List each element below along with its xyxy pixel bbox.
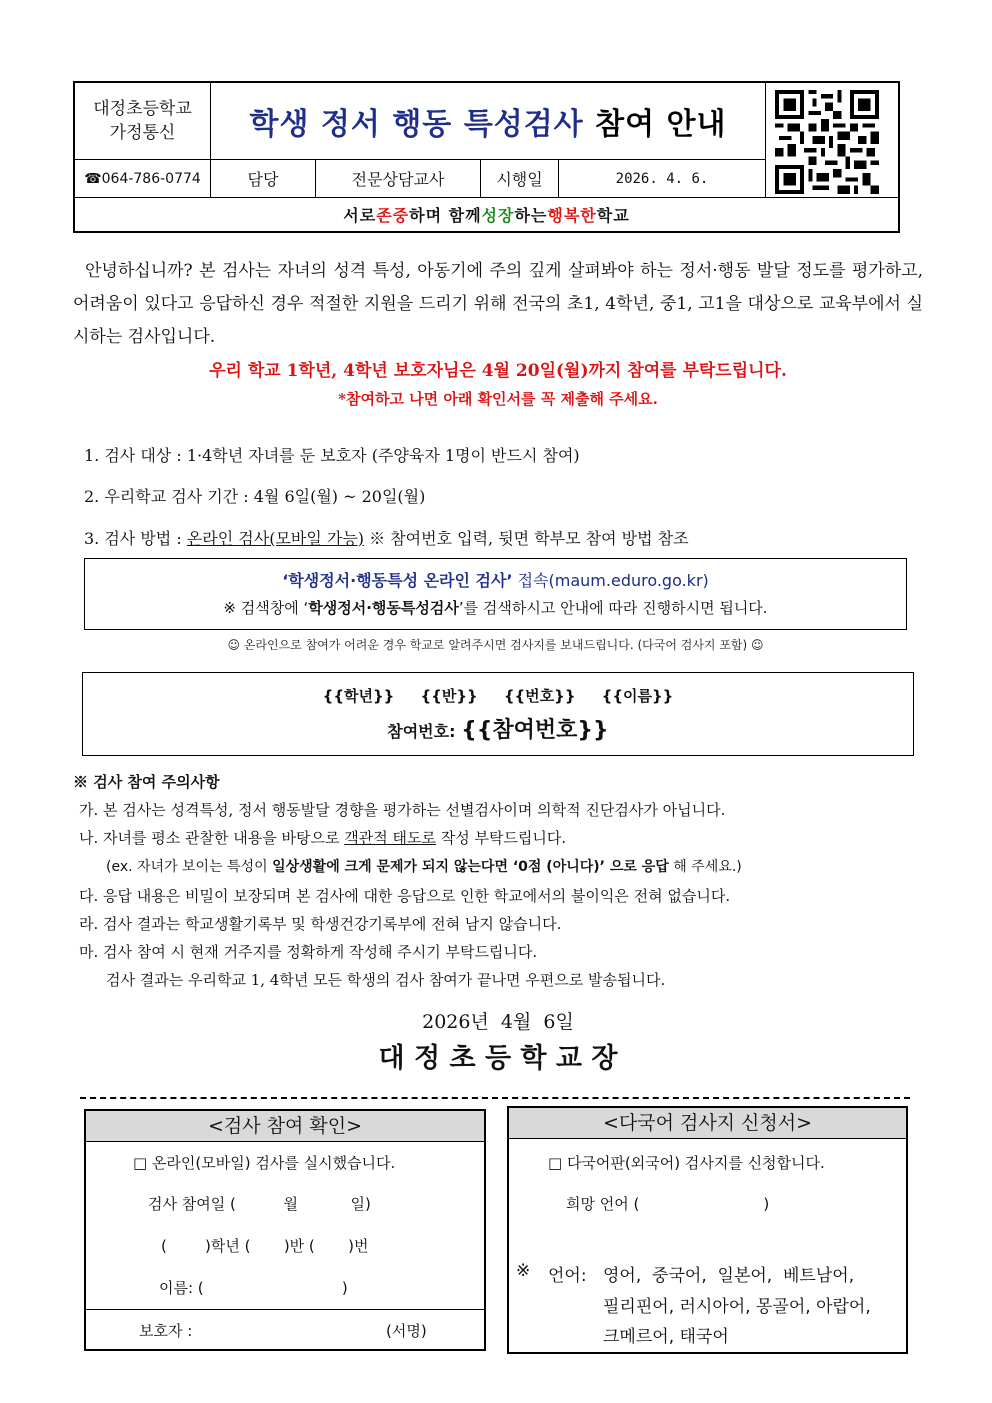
motto-part: 서로 [343,206,377,225]
participation-notice: 우리 학교 1학년, 4학년 보호자님은 4월 20일(월)까지 참여를 부탁드립니다. [209,361,787,381]
online-access-line [85,568,906,591]
participant-info [83,685,913,706]
page-title [211,83,765,159]
participant-code-line [83,713,913,744]
contact-value: 전문상담교사 [351,170,445,189]
confirm-date-field[interactable]: 검사 참여일 ( 월 일) [148,1195,371,1213]
online-test-name: ‘학생정서·행동특성 온라인 검사’ [282,571,513,590]
note-d: 라. 검사 결과는 학교생활기록부 및 학생건강기록부에 전혀 남지 않습니다. [79,915,562,933]
date-value: 2026. 4. 6. [615,170,709,187]
note-example [106,856,742,876]
online-test-url[interactable]: 접속(maum.eduro.go.kr) [512,571,709,590]
date-label: 시행일 [496,170,543,189]
search-instruction-pre: ※ 검색창에 ‘ [223,599,309,617]
language-form-title: <다국어 검사지 신청서> [509,1108,906,1139]
confirm-form-title: <검사 참여 확인> [86,1111,484,1142]
online-access-box [84,558,907,630]
qr-code-icon[interactable] [775,90,879,194]
participant-code: {{참여번호}} [461,718,609,743]
motto-respect: 존중 [376,206,410,225]
note-b-post: 작성 부탁드립니다. [435,829,567,847]
participant-code-label: 참여번호: [387,722,462,741]
title-main: 학생 정서 행동 특성검사 [249,107,584,142]
motto-part: 학교 [596,206,630,225]
note-b-objective: 객관적 태도로 [344,829,436,847]
guardian-label: 보호자 : [139,1322,193,1340]
language-list-1: 영어, 중국어, 일본어, 베트남어, [603,1266,855,1286]
contact-label: 담당 [247,170,279,189]
participant-grade: {{학년}} [322,687,395,705]
participant-code-box [82,672,914,756]
item-period: 2. 우리학교 검사 기간 : 4월 6일(월) ~ 20일(월) [84,487,426,506]
item-method-label: 3. 검사 방법 : [84,529,187,548]
note-example-pre: (ex. 자녀가 보이는 특성이 [106,859,273,875]
motto-happy: 행복한 [547,206,597,225]
motto-part: 하는 [514,206,548,225]
language-note-mark: ※ [516,1261,531,1281]
participant-name: {{이름}} [601,687,674,705]
item-method-note: ※ 참여번호 입력, 뒷면 학부모 참여 방법 참조 [364,529,689,548]
language-list-3: 크메르어, 태국어 [603,1327,729,1347]
search-keyword: 학생정서·행동특성검사 [308,599,459,617]
title-tail: 참여 안내 [595,107,727,142]
school-line2: 가정통신 [109,123,176,143]
intro-paragraph [73,255,923,354]
intro-text: 안녕하십니까? 본 검사는 자녀의 성격 특성, 아동기에 주의 깊게 살펴봐야 하는 정서·행동 발달 정도를 평가하고, 어려움이 있다고 응답하신 경우 적절한 지원을 드리기 위해 전국의 초1, 4학년, 중1, 고1을 대상으로 교육부에서 실시하는 검사입니다. [73,261,923,347]
guardian-sign-field[interactable]: (서명) [386,1322,427,1340]
language-list-2: 필리핀어, 러시아어, 몽골어, 아랍어, [603,1297,871,1317]
item-method-online: 온라인 검사(모바일 가능) [186,529,365,548]
search-instruction-post: ’를 검색하시고 안내에 따라 진행하시면 됩니다. [458,599,768,617]
note-b-pre: 나. 자녀를 평소 관찰한 내용을 바탕으로 [79,829,345,847]
issue-date: 2026년 4월 6일 [422,1011,574,1033]
cut-line [80,1097,910,1099]
note-example-bold: 일상생활에 크게 문제가 되지 않는다면 ‘0점 (아니다)’ 으로 응답 [272,859,669,875]
school-motto [75,198,898,231]
motto-part: 하며 함께 [409,206,482,225]
participant-class: {{반}} [420,687,478,705]
school-line1: 대정초등학교 [93,99,192,119]
phone-number: ☎064-786-0774 [84,170,201,187]
confirm-form [84,1109,486,1351]
offline-note: ☺ 온라인으로 참여가 어려운 경우 학교로 알려주시면 검사지를 보내드립니다. (다국어 검사지 포함) ☺ [227,638,764,652]
note-c: 다. 응답 내용은 비밀이 보장되며 본 검사에 대한 응답으로 인한 학교에서의 불이익은 전혀 없습니다. [79,887,731,905]
motto-growth: 성장 [481,206,515,225]
note-b [79,827,566,848]
note-example-post: 해 주세요.) [668,859,742,875]
note-e: 마. 검사 참여 시 현재 거주지를 정확하게 작성해 주시기 부탁드립니다. [79,943,538,961]
confirm-checkbox[interactable]: □ 온라인(모바일) 검사를 실시했습니다. [133,1154,396,1172]
participant-number: {{번호}} [503,687,576,705]
item-method [84,526,689,549]
language-choice-field[interactable]: 희망 언어 ( ) [566,1195,770,1213]
item-target: 1. 검사 대상 : 1·4학년 자녀를 둔 보호자 (주양육자 1명이 반드시 참여) [84,446,580,465]
submission-notice: *참여하고 나면 아래 확인서를 꼭 제출해 주세요. [338,390,658,408]
search-instruction [85,597,906,618]
school-name [75,83,210,159]
principal-signature: 대 정 초 등 학 교 장 [378,1043,618,1074]
confirm-name-field[interactable]: 이름: ( ) [159,1279,348,1297]
language-form [507,1106,908,1354]
note-a: 가. 본 검사는 성격특성, 정서 행동발달 경향을 평가하는 선별검사이며 의학적 진단검사가 아닙니다. [79,801,726,819]
notes-title: ※ 검사 참여 주의사항 [73,773,220,791]
language-note-label: 언어: [548,1266,587,1286]
confirm-class-field[interactable]: ( )학년 ( )반 ( )번 [161,1237,369,1255]
note-f: 검사 결과는 우리학교 1, 4학년 모든 학생의 검사 참여가 끝나면 우편으로 발송됩니다. [106,971,666,989]
language-checkbox[interactable]: □ 다국어판(외국어) 검사지를 신청합니다. [548,1154,825,1172]
